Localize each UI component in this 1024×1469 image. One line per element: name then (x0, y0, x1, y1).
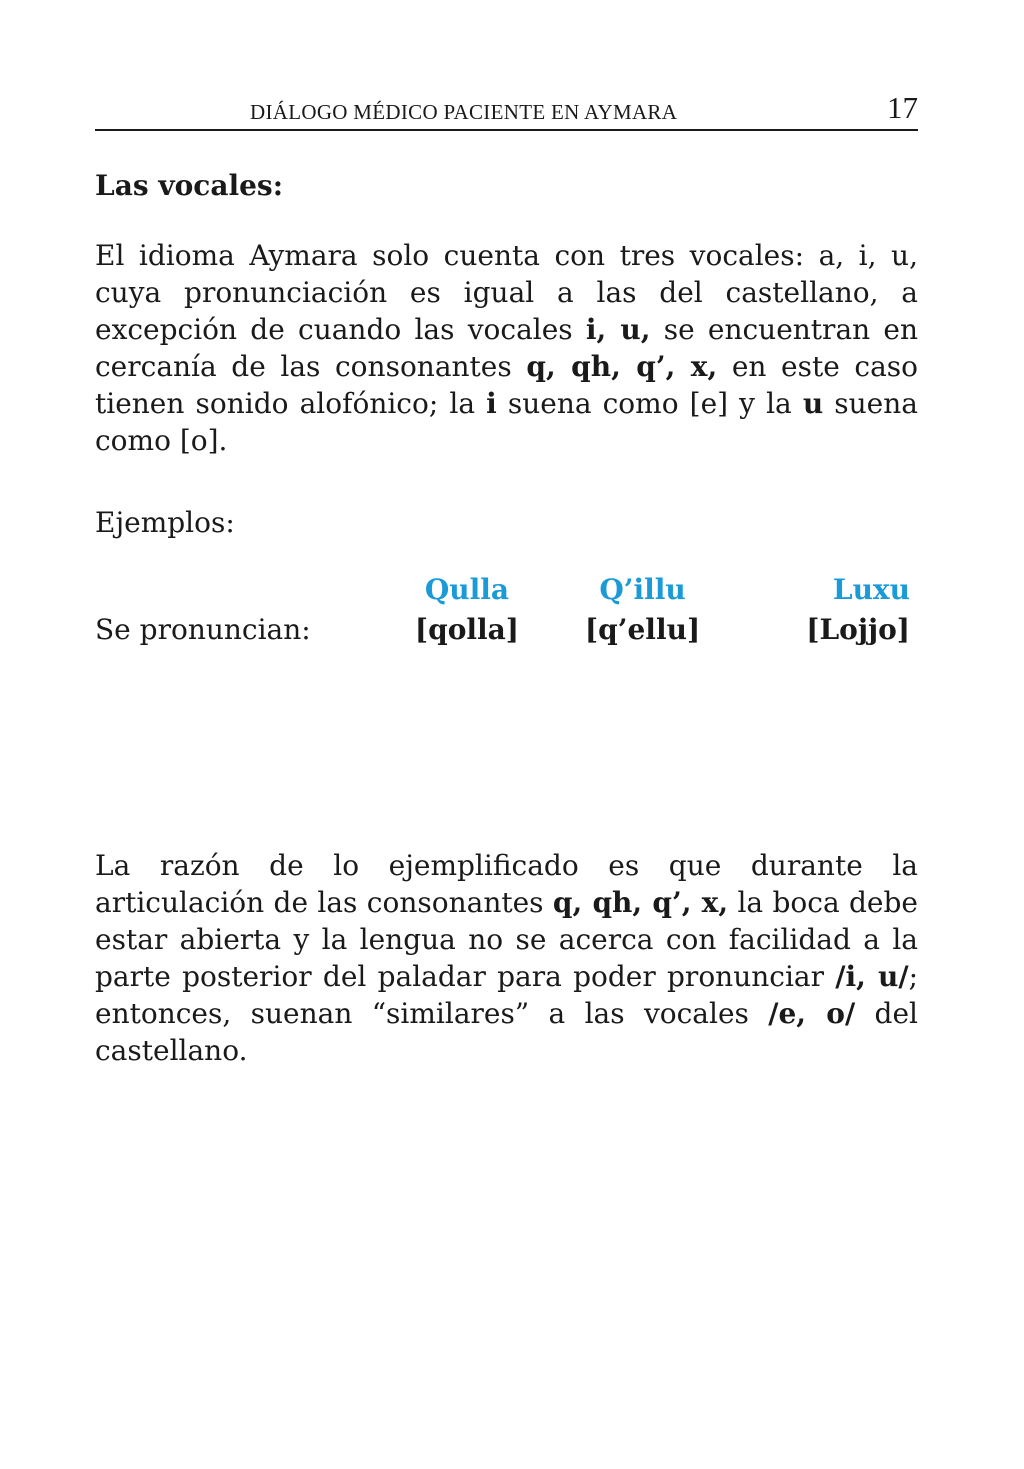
text-run: la boca debe estar abierta y la lengua no se acerca con facilidad a la parte posterior del paladar para poder pronunciar (95, 886, 918, 993)
bold-run: i, u, (585, 313, 651, 346)
paragraph-explanation (95, 847, 918, 1069)
text-run: ; entonces, suenan “similares” a las vocales (95, 960, 918, 1030)
examples-pronunciation-row (95, 610, 918, 650)
text-run: se encuentran en cercanía de las consonantes (95, 313, 919, 383)
text-run: en este caso tienen sonido alofónico; la (95, 350, 918, 420)
running-title: DIÁLOGO MÉDICO PACIENTE EN AYMARA (250, 100, 678, 124)
text-run: El idioma Aymara solo cuenta con tres vocales: a, i, u, cuya pronunciación es igual a las del castellano, a excepción de cuando las vocales (95, 239, 918, 346)
bold-run: /i, u/ (835, 960, 909, 993)
example-word: Q’illu (599, 573, 686, 606)
bold-run: u (802, 387, 824, 420)
example-pronunciation: [q’ellu] (584, 613, 701, 646)
examples-table (95, 570, 918, 650)
bold-run: i (486, 387, 497, 420)
example-pronunciation: [Lojjo] (806, 613, 910, 646)
page-number: 17 (887, 90, 918, 125)
text-run: del castellano. (95, 997, 918, 1067)
empty-cell (95, 570, 383, 610)
example-word: Qulla (424, 573, 510, 606)
examples-label: Ejemplos: (95, 506, 235, 539)
running-header (95, 90, 918, 131)
text-run: suena como [o]. (95, 387, 918, 457)
example-word: Luxu (832, 573, 910, 606)
bold-run: q, qh, q’, x, (526, 350, 718, 383)
pronunciation-row-label: Se pronuncian: (95, 613, 311, 646)
section-title: Las vocales: (95, 169, 284, 202)
paragraph-vowels-intro (95, 237, 918, 459)
bold-run: q, qh, q’, x, (552, 886, 729, 919)
example-pronunciation: [qolla] (414, 613, 520, 646)
text-run: suena como [e] y la (496, 387, 803, 420)
text-run: La razón de lo ejemplificado es que durante la articulación de las consonantes (95, 849, 918, 919)
bold-run: /e, o/ (768, 997, 856, 1030)
examples-word-row (95, 570, 918, 610)
